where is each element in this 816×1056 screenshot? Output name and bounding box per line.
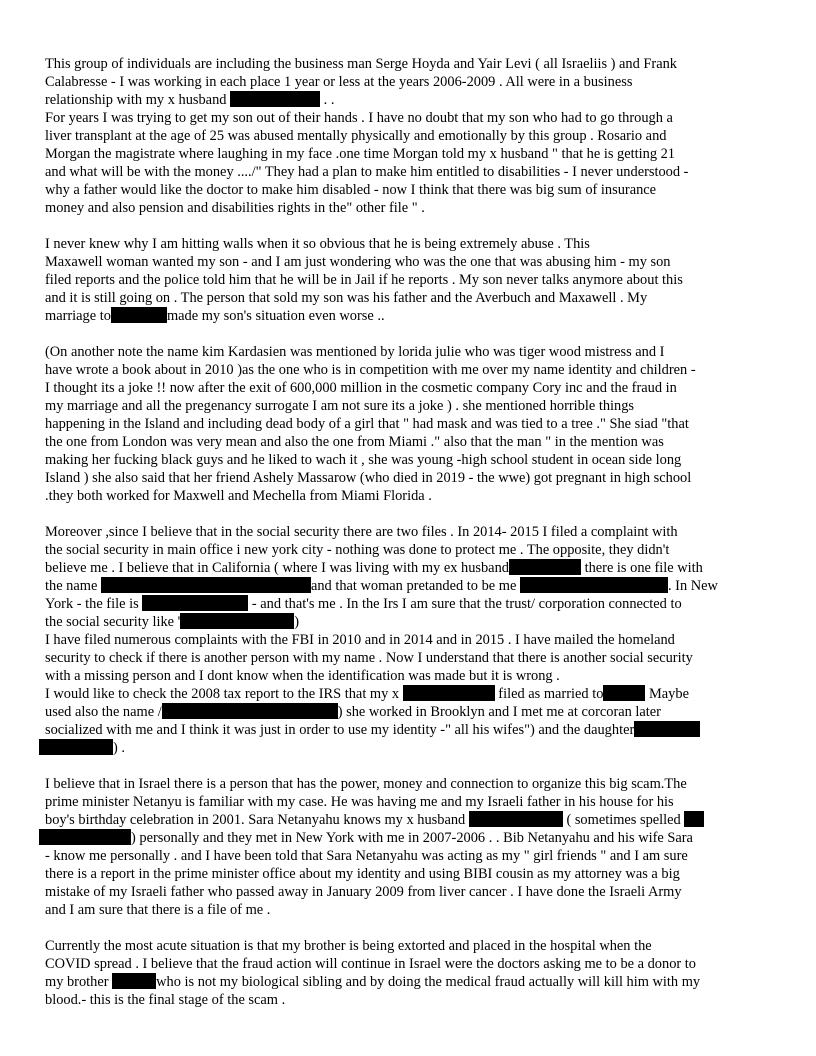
paragraph: [45, 235, 771, 325]
text-run: Moreover ,since I believe that in the social security there are two files . In 2014- 2015 I filed a complaint with: [45, 524, 678, 540]
text-line: [45, 955, 771, 973]
redaction-box: [112, 973, 156, 989]
text-run: I have filed numerous complaints with the FBI in 2010 and in 2014 and in 2015 . I have mailed the homeland: [45, 632, 675, 648]
text-run: liver transplant at the age of 25 was abused mentally physically and emotionally by this group . Rosario and: [45, 128, 667, 144]
text-run: Island ) she also said that her friend Ashely Massarow (who died in 2019 - the wwe) got pregnant in high school: [45, 470, 692, 486]
text-run: . In New: [667, 578, 718, 594]
text-run: my marriage and all the pregenancy surrogate I am not sure its a joke ) . she mentioned horrible things: [45, 398, 635, 414]
redaction-box: [142, 595, 248, 611]
text-run: security to check if there is another person with my name . Now I understand that there is another social security: [45, 650, 693, 666]
text-line: [45, 127, 771, 145]
text-run: Morgan the magistrate where laughing in my face .one time Morgan told my x husband " that he is getting 21: [45, 146, 676, 162]
text-run: who is not my biological sibling and by doing the medical fraud actually will kill him with my: [156, 974, 701, 990]
text-run: ): [294, 614, 300, 630]
text-run: I would like to check the 2008 tax report to the IRS that my x: [45, 686, 403, 702]
text-run: prime minister Netanyu is familiar with my case. He was having me and my Israeli father in his house for his: [45, 794, 674, 810]
text-line: [45, 541, 771, 559]
text-line: [45, 613, 771, 631]
paragraph: [45, 937, 771, 1009]
text-line: [45, 73, 771, 91]
text-run: COVID spread . I believe that the fraud action will continue in Israel were the doctors asking me to be a donor to: [45, 956, 696, 972]
text-line: [45, 901, 771, 919]
text-line: [45, 55, 771, 73]
text-run: blood.- this is the final stage of the scam .: [45, 992, 286, 1008]
redaction-box: [684, 811, 704, 827]
text-run: believe me . I believe that in California ( where I was living with my ex husband: [45, 560, 509, 576]
text-line: [45, 811, 771, 829]
text-run: mistake of my Israeli father who passed away in January 2009 from liver cancer . I have done the Israeli Army: [45, 884, 682, 900]
redaction-box: [634, 721, 700, 737]
text-run: This group of individuals are including the business man Serge Hoyda and Yair Levi ( all Israeliis ) and Frank: [45, 56, 677, 72]
text-run: I never knew why I am hitting walls when it so obvious that he is being extremely abuse . This: [45, 236, 590, 252]
redaction-box: [230, 91, 320, 107]
text-line: [45, 703, 771, 721]
text-run: York - the file is: [45, 596, 143, 612]
text-run: relationship with my x husband: [45, 92, 231, 108]
text-run: and it is still going on . The person that sold my son was his father and the Averbuch and Maxawell . My: [45, 290, 648, 306]
text-line: [39, 829, 771, 847]
text-run: .they both worked for Maxwell and Mechella from Miami Florida .: [45, 488, 432, 504]
text-line: [45, 667, 771, 685]
text-run: happening in the Island and including dead body of a girl that " had mask and was tied to a tree ." She siad "that: [45, 416, 689, 432]
text-line: [45, 937, 771, 955]
text-run: and I am sure that there is a file of me .: [45, 902, 271, 918]
paragraph: [45, 775, 771, 919]
text-run: the one from London was very mean and also the one from Miami ." also that the man " in the mention was: [45, 434, 664, 450]
text-run: Maxawell woman wanted my son - and I am just wondering who was the one that was abusing him - my son: [45, 254, 671, 270]
text-run: (On another note the name kim Kardasien was mentioned by lorida julie who was tiger wood mistress and I: [45, 344, 665, 360]
text-line: [45, 685, 771, 703]
text-line: [45, 199, 771, 217]
text-line: [45, 847, 771, 865]
text-line: [45, 649, 771, 667]
text-run: the name: [45, 578, 101, 594]
text-run: and that woman pretanded to be me: [310, 578, 520, 594]
text-run: filed as married to: [494, 686, 604, 702]
text-line: [45, 307, 771, 325]
text-line: [45, 91, 771, 109]
text-run: - and that's me . In the Irs I am sure that the trust/ corporation connected to: [248, 596, 682, 612]
text-run: have wrote a book about in 2010 )as the one who is in competition with me over my name identity and children -: [45, 362, 696, 378]
text-line: [45, 721, 771, 739]
redaction-box: [180, 613, 294, 629]
text-run: there is one file with: [580, 560, 703, 576]
text-line: [45, 397, 771, 415]
text-line: [45, 559, 771, 577]
text-line: [45, 991, 771, 1009]
redaction-box: [469, 811, 563, 827]
text-line: [45, 487, 771, 505]
text-run: . .: [320, 92, 335, 108]
text-line: [39, 739, 771, 757]
text-run: socialized with me and I think it was just in order to use my identity -" all his wifes") and the daughter: [45, 722, 635, 738]
text-line: [45, 793, 771, 811]
text-line: [45, 109, 771, 127]
text-run: and what will be with the money ..../" They had a plan to make him entitled to disabilities - I never understood -: [45, 164, 689, 180]
text-run: boy's birthday celebration in 2001. Sara Netanyahu knows my x husband: [45, 812, 469, 828]
redaction-box: [509, 559, 581, 575]
text-line: [45, 181, 771, 199]
text-line: [45, 145, 771, 163]
text-run: filed reports and the police told him that he will be in Jail if he reports . My son never talks anymore about this: [45, 272, 683, 288]
text-run: Maybe: [645, 686, 689, 702]
text-run: marriage to: [45, 308, 111, 324]
text-run: the social security like ': [45, 614, 181, 630]
redaction-box: [39, 739, 113, 755]
text-line: [45, 361, 771, 379]
text-line: [45, 415, 771, 433]
text-line: [45, 235, 771, 253]
redaction-box: [520, 577, 668, 593]
text-run: For years I was trying to get my son out of their hands . I have no doubt that my son who had to go through a: [45, 110, 673, 126]
text-line: [45, 631, 771, 649]
text-run: money and also pension and disabilities rights in the" other file " .: [45, 200, 425, 216]
text-run: made my son's situation even worse ..: [166, 308, 385, 324]
text-line: [45, 469, 771, 487]
text-line: [45, 343, 771, 361]
redaction-box: [39, 829, 131, 845]
text-run: ) .: [113, 740, 125, 756]
text-line: [45, 595, 771, 613]
text-line: [45, 271, 771, 289]
text-run: I thought its a joke !! now after the exit of 600,000 million in the cosmetic company Cory inc and the fraud in: [45, 380, 677, 396]
text-line: [45, 523, 771, 541]
text-line: [45, 883, 771, 901]
text-run: Calabresse - I was working in each place 1 year or less at the years 2006-2009 . All were in a business: [45, 74, 633, 90]
text-line: [45, 577, 771, 595]
text-run: Currently the most acute situation is that my brother is being extorted and placed in the hospital when the: [45, 938, 652, 954]
text-run: the social security in main office i new york city - nothing was done to protect me . The opposite, they didn't: [45, 542, 670, 558]
text-run: why a father would like the doctor to make him disabled - now I think that there was big sum of insurance: [45, 182, 657, 198]
redaction-box: [101, 577, 311, 593]
text-run: used also the name /: [45, 704, 162, 720]
text-run: with a missing person and I dont know when the identification was made but it is wrong .: [45, 668, 560, 684]
paragraph: [45, 523, 771, 757]
text-run: there is a report in the prime minister office about my identity and using BIBI cousin as my attorney was a big: [45, 866, 680, 882]
text-run: ) personally and they met in New York with me in 2007-2006 . . Bib Netanyahu and his wife Sara: [131, 830, 693, 846]
text-run: - know me personally . and I have been told that Sara Netanyahu was acting as my " girl friends " and I am sure: [45, 848, 688, 864]
text-run: ) she worked in Brooklyn and I met me at corcoran later: [337, 704, 661, 720]
text-run: my brother: [45, 974, 113, 990]
text-run: I believe that in Israel there is a person that has the power, money and connection to organize this big scam.The: [45, 776, 687, 792]
text-line: [45, 973, 771, 991]
text-line: [45, 163, 771, 181]
text-line: [45, 379, 771, 397]
text-run: making her fucking black guys and he liked to wach it , she was young -high school student in ocean side long: [45, 452, 682, 468]
text-line: [45, 253, 771, 271]
redaction-box: [111, 307, 167, 323]
text-line: [45, 289, 771, 307]
document-page: [45, 55, 771, 1027]
redaction-box: [603, 685, 645, 701]
redaction-box: [403, 685, 495, 701]
text-line: [45, 865, 771, 883]
paragraph: [45, 343, 771, 505]
text-line: [45, 775, 771, 793]
paragraph: [45, 55, 771, 217]
text-run: ( sometimes spelled: [562, 812, 685, 828]
redaction-box: [162, 703, 338, 719]
text-line: [45, 433, 771, 451]
text-line: [45, 451, 771, 469]
